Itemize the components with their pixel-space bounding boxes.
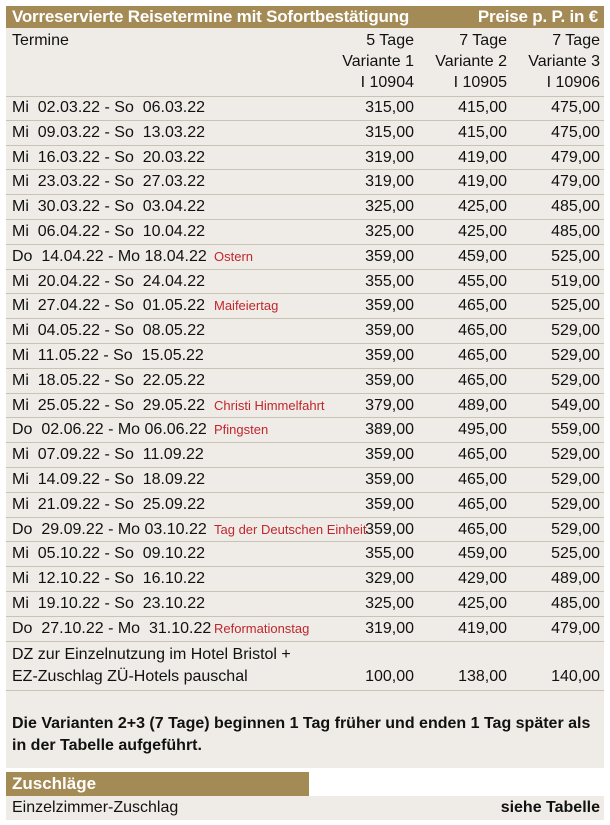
date-range: Mi 11.05.22 - So 15.05.22 bbox=[12, 346, 204, 364]
header-v1-code: I 10904 bbox=[360, 74, 414, 91]
surcharges-title: Zuschläge bbox=[6, 772, 309, 796]
date-range: Do 27.10.22 - Mo 31.10.22 bbox=[12, 619, 212, 637]
price-variant-1: 315,00 bbox=[365, 99, 414, 116]
price-variant-1: 355,00 bbox=[365, 545, 414, 563]
price-variant-2: 415,00 bbox=[458, 123, 507, 141]
header-variant-3 bbox=[528, 30, 600, 93]
price-variant-3: 529,00 bbox=[551, 371, 600, 389]
date-range: Do 29.09.22 - Mo 03.10.22 bbox=[12, 520, 207, 538]
table-row bbox=[6, 542, 604, 567]
price-variant-2: 489,00 bbox=[458, 396, 507, 414]
price-variant-2: 415,00 bbox=[458, 99, 507, 116]
single-room-line-1: DZ zur Einzelnutzung im Hotel Bristol + bbox=[12, 645, 291, 663]
table-row bbox=[6, 493, 604, 518]
table-row bbox=[6, 220, 604, 245]
header-v3-duration: 7 Tage bbox=[552, 32, 600, 49]
price-variant-3: 529,00 bbox=[551, 495, 600, 513]
price-variant-1: 359,00 bbox=[365, 247, 414, 265]
price-variant-1: 359,00 bbox=[365, 346, 414, 364]
page-title: Vorreservierte Reisetermine mit Sofortbestätigung bbox=[12, 7, 410, 26]
date-range: Mi 14.09.22 - So 18.09.22 bbox=[12, 470, 206, 488]
holiday-note: Ostern bbox=[214, 248, 254, 264]
surcharge-value: siehe Tabelle bbox=[500, 799, 600, 816]
price-variant-1: 359,00 bbox=[365, 446, 414, 464]
price-variant-1: 359,00 bbox=[365, 297, 414, 315]
header-variant-2 bbox=[435, 30, 507, 93]
table-row bbox=[6, 319, 604, 344]
price-variant-2: 459,00 bbox=[458, 545, 507, 563]
header-v2-name: Variante 2 bbox=[435, 53, 507, 70]
date-range: Mi 27.04.22 - So 01.05.22 bbox=[12, 297, 206, 315]
header-v3-code: I 10906 bbox=[546, 74, 600, 91]
price-variant-3: 529,00 bbox=[551, 470, 600, 488]
price-variant-3: 525,00 bbox=[551, 247, 600, 265]
date-range: Mi 30.03.22 - So 03.04.22 bbox=[12, 198, 206, 216]
price-variant-2: 465,00 bbox=[458, 495, 507, 513]
price-variant-1: 319,00 bbox=[365, 173, 414, 191]
price-variant-2: 419,00 bbox=[458, 173, 507, 191]
date-range: Do 02.06.22 - Mo 06.06.22 bbox=[12, 421, 207, 439]
price-variant-3: 479,00 bbox=[551, 619, 600, 637]
table-row bbox=[6, 394, 604, 419]
date-range: Mi 04.05.22 - So 08.05.22 bbox=[12, 322, 206, 340]
table-row bbox=[6, 121, 604, 146]
date-range: Mi 07.09.22 - So 11.09.22 bbox=[12, 446, 204, 464]
price-variant-2: 465,00 bbox=[458, 322, 507, 340]
price-variant-2: 419,00 bbox=[458, 619, 507, 637]
holiday-note: Christi Himmelfahrt bbox=[214, 397, 325, 413]
date-range: Mi 25.05.22 - So 29.05.22 bbox=[12, 396, 206, 414]
price-variant-3: 485,00 bbox=[551, 222, 600, 240]
header-variant-1 bbox=[342, 30, 414, 93]
single-room-label bbox=[12, 644, 352, 688]
table-row bbox=[6, 294, 604, 319]
price-variant-2: 455,00 bbox=[458, 272, 507, 290]
price-variant-2: 425,00 bbox=[458, 222, 507, 240]
price-variant-3: 529,00 bbox=[551, 322, 600, 340]
header-v2-duration: 7 Tage bbox=[459, 32, 507, 49]
price-variant-3: 529,00 bbox=[551, 520, 600, 538]
price-variant-3: 519,00 bbox=[551, 272, 600, 290]
single-room-price-v2: 138,00 bbox=[458, 667, 507, 685]
price-variant-1: 359,00 bbox=[365, 520, 414, 538]
price-variant-3: 475,00 bbox=[551, 99, 600, 116]
variants-footnote: Die Varianten 2+3 (7 Tage) beginnen 1 Tag früher und enden 1 Tag später als in der Tabelle aufgeführt. bbox=[12, 715, 591, 754]
price-variant-2: 465,00 bbox=[458, 346, 507, 364]
surcharge-label: Einzelzimmer-Zuschlag bbox=[12, 799, 179, 816]
header-v3-name: Variante 3 bbox=[528, 53, 600, 70]
holiday-note: Maifeiertag bbox=[214, 298, 279, 314]
price-variant-1: 329,00 bbox=[365, 570, 414, 588]
date-range: Mi 02.03.22 - So 06.03.22 bbox=[12, 99, 206, 116]
date-range: Mi 09.03.22 - So 13.03.22 bbox=[12, 123, 206, 141]
dates-table bbox=[6, 28, 604, 768]
price-variant-1: 359,00 bbox=[365, 322, 414, 340]
header-termine: Termine bbox=[12, 32, 69, 49]
table-row bbox=[6, 170, 604, 195]
price-variant-1: 389,00 bbox=[365, 421, 414, 439]
date-range: Mi 18.05.22 - So 22.05.22 bbox=[12, 371, 206, 389]
table-row bbox=[6, 418, 604, 443]
table-row bbox=[6, 518, 604, 543]
price-variant-3: 475,00 bbox=[551, 123, 600, 141]
price-variant-1: 355,00 bbox=[365, 272, 414, 290]
header-v2-code: I 10905 bbox=[453, 74, 507, 91]
date-range: Mi 06.04.22 - So 10.04.22 bbox=[12, 222, 206, 240]
single-room-line-2: EZ-Zuschlag ZÜ-Hotels pauschal bbox=[12, 667, 248, 685]
date-range: Mi 16.03.22 - So 20.03.22 bbox=[12, 148, 206, 166]
table-header bbox=[6, 28, 604, 97]
single-room-row bbox=[6, 642, 604, 691]
price-variant-3: 529,00 bbox=[551, 346, 600, 364]
table-row bbox=[6, 567, 604, 592]
holiday-note: Reformationstag bbox=[214, 620, 310, 636]
price-variant-3: 549,00 bbox=[551, 396, 600, 414]
price-variant-1: 325,00 bbox=[365, 222, 414, 240]
price-variant-3: 529,00 bbox=[551, 446, 600, 464]
holiday-note: Tag der Deutschen Einheit bbox=[214, 521, 367, 537]
price-variant-3: 479,00 bbox=[551, 148, 600, 166]
price-variant-2: 425,00 bbox=[458, 594, 507, 612]
price-variant-1: 315,00 bbox=[365, 123, 414, 141]
header-v1-duration: 5 Tage bbox=[366, 32, 414, 49]
date-range: Mi 12.10.22 - So 16.10.22 bbox=[12, 570, 206, 588]
price-variant-3: 489,00 bbox=[551, 570, 600, 588]
table-row bbox=[6, 195, 604, 220]
prices-note: Preise p. P. in € bbox=[477, 7, 598, 26]
price-variant-1: 379,00 bbox=[365, 396, 414, 414]
price-variant-3: 485,00 bbox=[551, 198, 600, 216]
price-variant-2: 465,00 bbox=[458, 297, 507, 315]
table-row bbox=[6, 146, 604, 171]
price-variant-2: 429,00 bbox=[458, 570, 507, 588]
price-variant-1: 319,00 bbox=[365, 619, 414, 637]
price-variant-1: 325,00 bbox=[365, 198, 414, 216]
price-variant-2: 465,00 bbox=[458, 446, 507, 464]
date-range: Do 14.04.22 - Mo 18.04.22 bbox=[12, 247, 207, 265]
date-range: Mi 20.04.22 - So 24.04.22 bbox=[12, 272, 206, 290]
price-variant-1: 359,00 bbox=[365, 495, 414, 513]
price-variant-3: 485,00 bbox=[551, 594, 600, 612]
header-v1-name: Variante 1 bbox=[342, 53, 414, 70]
price-variant-2: 419,00 bbox=[458, 148, 507, 166]
table-row bbox=[6, 369, 604, 394]
holiday-note: Pfingsten bbox=[214, 422, 269, 438]
table-body bbox=[6, 96, 604, 691]
price-variant-2: 465,00 bbox=[458, 520, 507, 538]
price-variant-3: 559,00 bbox=[551, 421, 600, 439]
price-variant-2: 465,00 bbox=[458, 470, 507, 488]
price-variant-3: 479,00 bbox=[551, 173, 600, 191]
single-room-price-v3: 140,00 bbox=[551, 667, 600, 685]
table-row bbox=[6, 617, 604, 642]
table-row bbox=[6, 468, 604, 493]
price-variant-1: 325,00 bbox=[365, 594, 414, 612]
date-range: Mi 19.10.22 - So 23.10.22 bbox=[12, 594, 206, 612]
price-variant-2: 465,00 bbox=[458, 371, 507, 389]
price-variant-1: 359,00 bbox=[365, 470, 414, 488]
date-range: Mi 23.03.22 - So 27.03.22 bbox=[12, 173, 206, 191]
price-variant-3: 525,00 bbox=[551, 297, 600, 315]
title-bar bbox=[6, 6, 604, 28]
date-range: Mi 21.09.22 - So 25.09.22 bbox=[12, 495, 206, 513]
price-variant-2: 459,00 bbox=[458, 247, 507, 265]
price-variant-2: 425,00 bbox=[458, 198, 507, 216]
table-row bbox=[6, 592, 604, 617]
surcharge-row bbox=[6, 796, 604, 820]
price-variant-1: 319,00 bbox=[365, 148, 414, 166]
table-row bbox=[6, 245, 604, 270]
price-variant-3: 525,00 bbox=[551, 545, 600, 563]
table-row bbox=[6, 270, 604, 295]
table-row bbox=[6, 344, 604, 369]
price-variant-1: 359,00 bbox=[365, 371, 414, 389]
price-variant-2: 495,00 bbox=[458, 421, 507, 439]
date-range: Mi 05.10.22 - So 09.10.22 bbox=[12, 545, 206, 563]
table-row bbox=[6, 443, 604, 468]
table-row bbox=[6, 96, 604, 121]
single-room-price-v1: 100,00 bbox=[365, 667, 414, 685]
